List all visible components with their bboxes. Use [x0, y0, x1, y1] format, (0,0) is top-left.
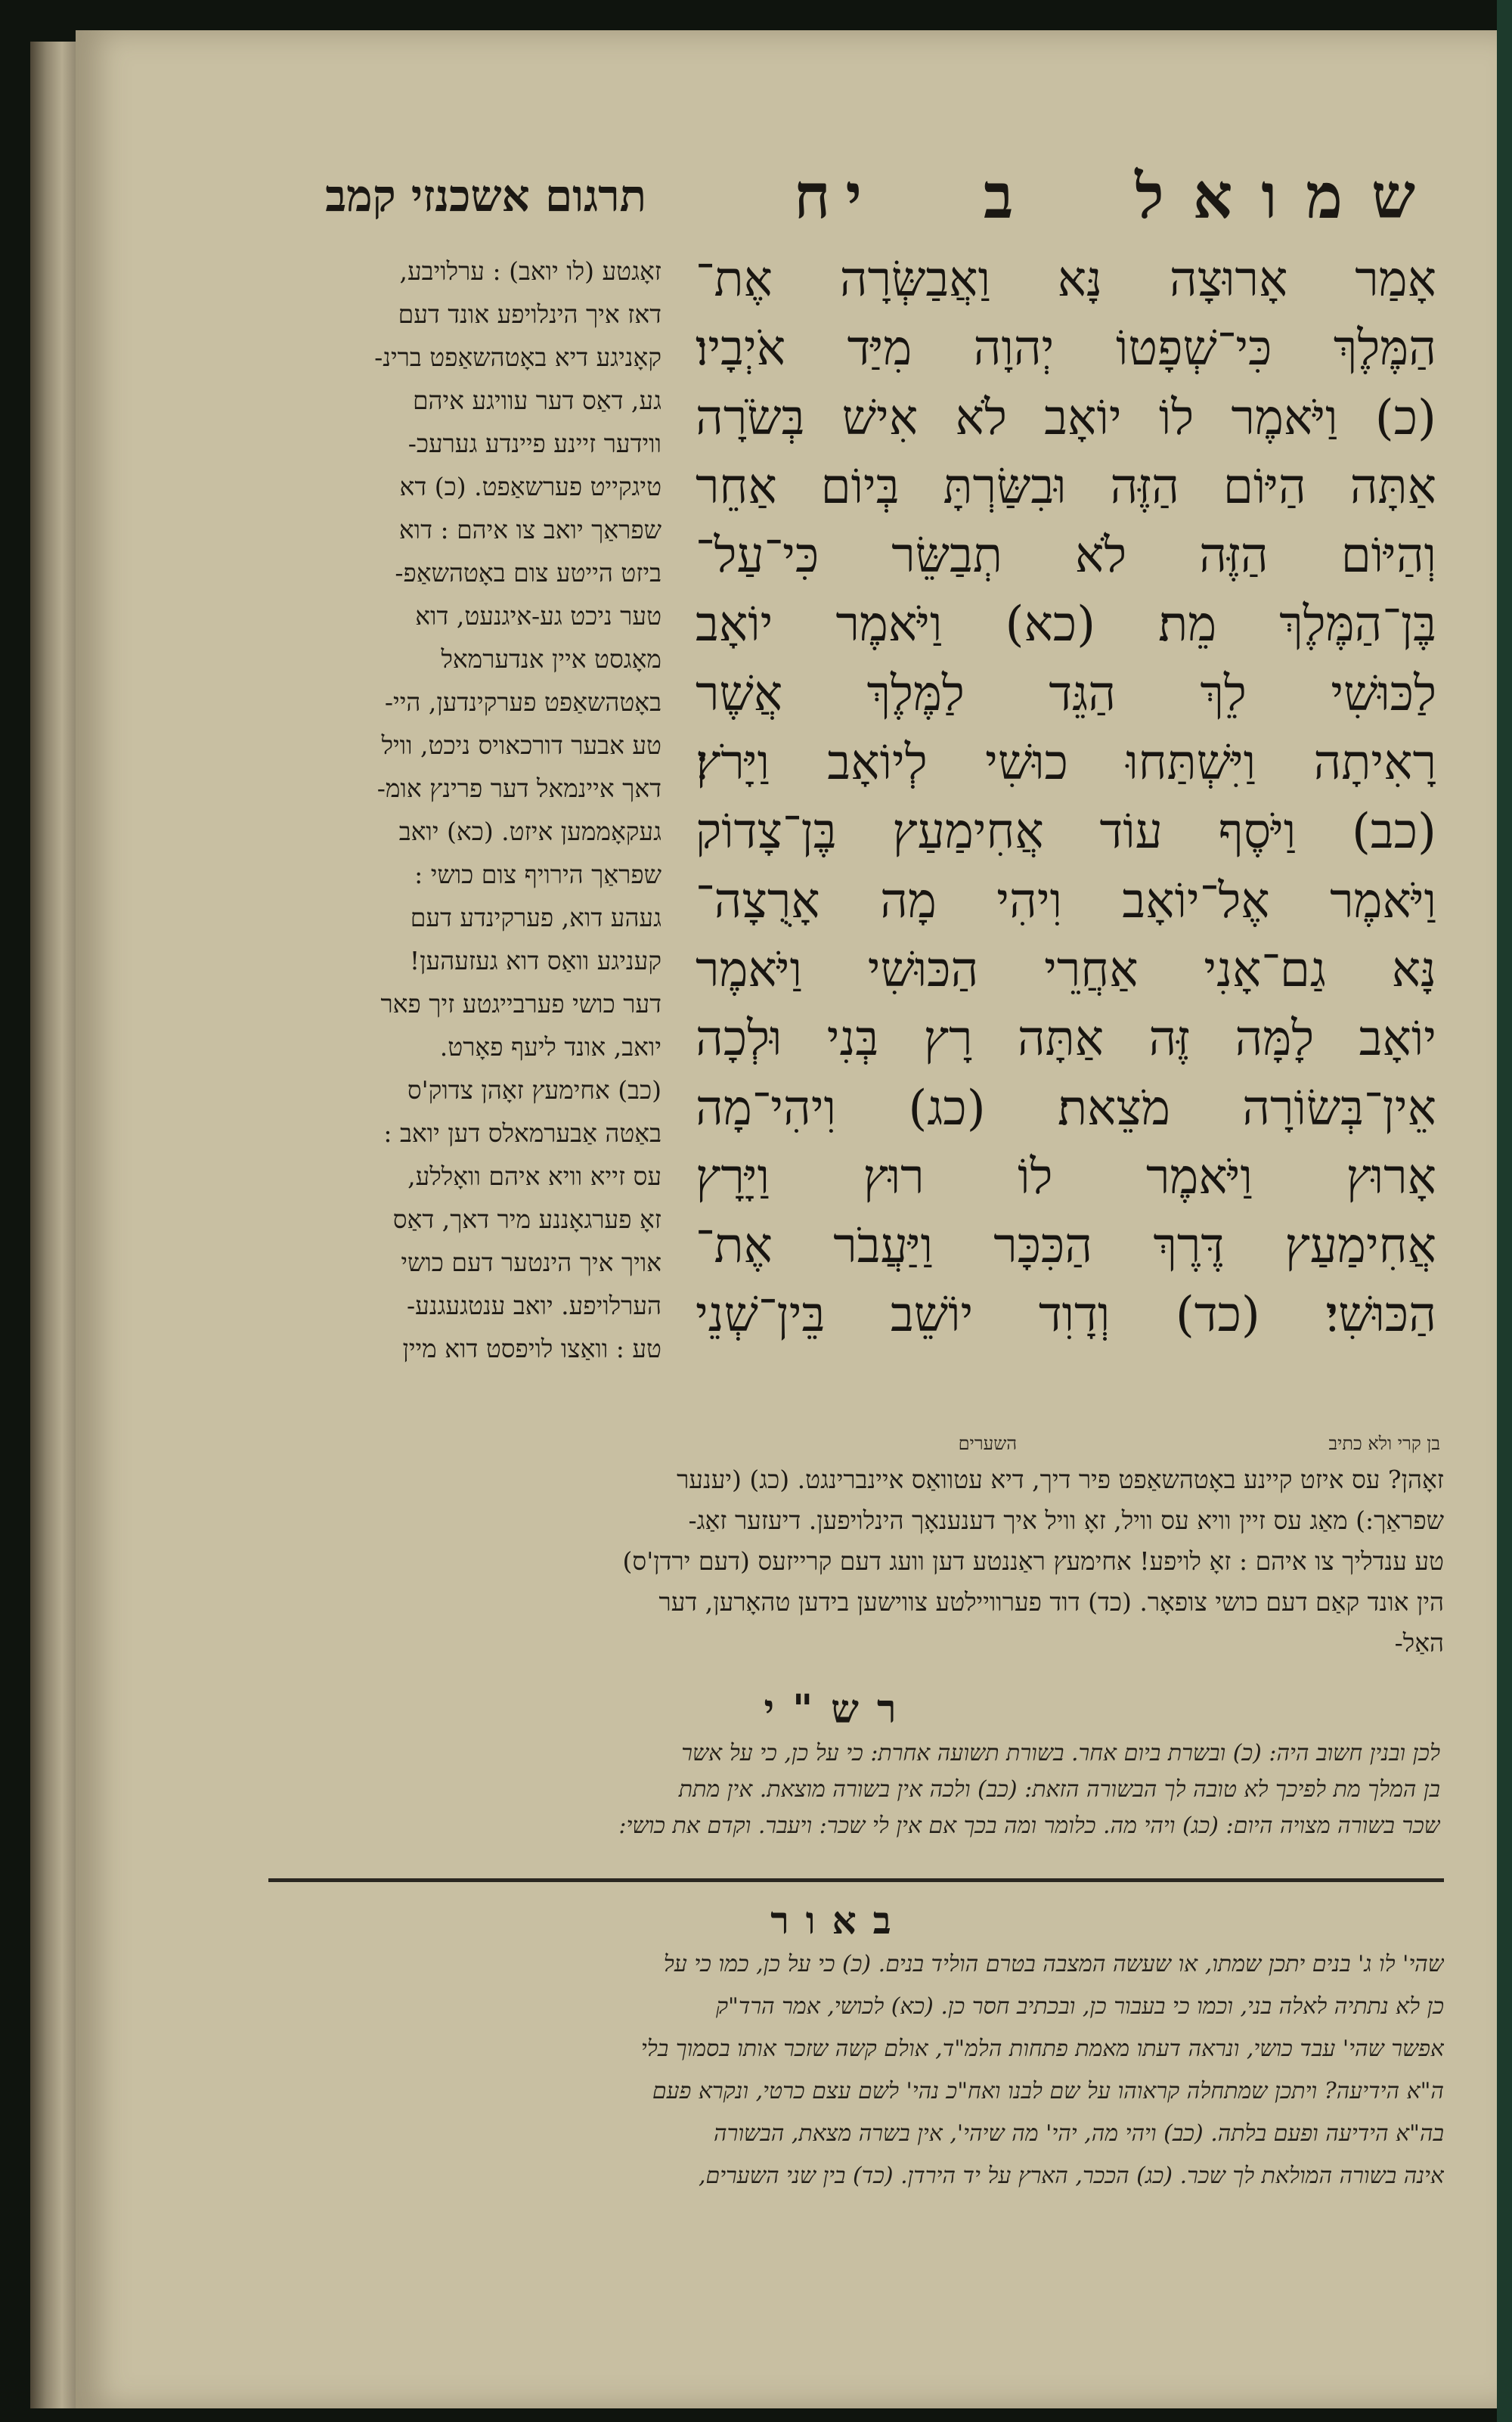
main-text-line: וְהַיּוֹם הַזֶּה לֹא תְבַשֵּׂר כִּי־עַל־: [696, 528, 1436, 585]
main-hebrew-text: [696, 246, 1436, 1351]
targum-line: שפראַך הירויף צום כושי :: [414, 860, 662, 889]
targum-continuation-line: הין אונד קאַם דעם כושי צופאָר. (כד) דוד פערוויילטע צווישען בידען טהאָרען, דער: [658, 1587, 1444, 1617]
targum-line: ווידער זיינע פיינדע גערעכ-: [407, 429, 662, 458]
main-text-line: אֵין־בְּשׂוֹרָה מֹצֵאת׃ (כג) וִיהִי־מָה: [696, 1080, 1436, 1137]
biur-line: אפשר שהי' עבד כושי, ונראה דעתו מאמת פתחות הלמ"ד, אולם קשה שזכר אותו בסמוך בלי: [640, 2036, 1444, 2062]
biur-commentary: [268, 1943, 1444, 2197]
targum-continuation: [253, 1459, 1444, 1664]
targum-line: דאז איך הינלויפע אונד דעם: [398, 299, 662, 329]
main-text-line: אֲחִימַעַץ דֶּרֶךְ הַכִּכָּר וַיַּעֲבֹר אֶת־: [696, 1218, 1436, 1275]
rashi-line: לכן ובנין חשוב היה: (כ) ובשרת ביום אחר. בשורת תשועה אחרת: כי על כן, כי על אשר: [681, 1740, 1440, 1766]
targum-continuation-line: זאָהן? עס איזט קיינע באָטהשאַפט פיר דיך, דיא עטוואַס איינברינגט. (כג) (יענער: [677, 1465, 1444, 1494]
targum-line: גע, דאַס דער עוויגע איהם: [412, 386, 662, 415]
targum-line: געהע דוא, פערקינדע דעם: [410, 903, 662, 932]
biur-line: שהי' לו ג' בנים יתכן שמתו, או שעשה המצבה בטרם הוליד בנים. (כ) כי על כן, כמו כי על: [663, 1951, 1444, 1977]
targum-line: קאָניגע דיא באָטהשאַפט ברינ-: [374, 343, 662, 372]
masoretic-notes: [253, 1433, 1440, 1463]
targum-line: טע : וואַצו לויפסט דוא מיין: [402, 1334, 662, 1363]
running-head: [794, 155, 1444, 238]
rashi-line: בן המלך מת לפיכך לא טובה לך הבשורה הזאת: (כב) ולכה אין בשורה מוצאת. אין מתת: [678, 1776, 1440, 1803]
targum-line: זאָ פערגאָננע מיר דאך, דאַס: [392, 1205, 662, 1234]
main-text-line: וַיֹּאמֶר אֶל־יוֹאָב וִיהִי מָה אָרֻצָה־: [696, 873, 1436, 929]
targum-continuation-line: שפראַך:) מאַג עס זיין וויא עס וויל, זאָ וויל איך דענענאָך הינלויפען. דיעזער זאַג-: [688, 1506, 1444, 1535]
targum-continuation-line: האַל-: [1394, 1628, 1444, 1658]
targum-line: דאך איינמאל דער פרינץ אומ-: [376, 774, 662, 803]
targum-line: (כב) אחימעץ זאָהן צדוק'ס: [407, 1075, 662, 1105]
main-text-line: אָמַר אָרוּצָה נָּא וַאֲבַשְּׂרָה אֶת־: [696, 252, 1436, 308]
targum-line: יואב, אונד ליעף פאָרט.: [439, 1032, 662, 1062]
targum-line: קעניגע וואַס דוא געזעהען!: [409, 946, 662, 975]
page-right-edge: [1497, 0, 1512, 2422]
targum-line: טע אבער דורכאויס ניכט, וויל: [381, 730, 662, 760]
targum-line: דער כושי פערבייגטע זיך פאר: [380, 989, 662, 1019]
main-text-line: אָרוּץ וַיֹּאמֶר לוֹ רוּץ וַיָּרָץ: [696, 1149, 1436, 1205]
book-spine: [30, 42, 76, 2408]
rashi-commentary: [268, 1735, 1440, 1844]
targum-continuation-line: טע ענדליך צו איהם : זאָ לויפע! אחימעץ ראַננטע דען וועג דעם קרייזעס (דעם ירדן'ס): [622, 1546, 1444, 1576]
main-text-line: יוֹאָב לָמָּה זֶּה אַתָּה רָץ בְּנִי וּלְכָה: [696, 1011, 1436, 1068]
main-text-line: (כ) וַיֹּאמֶר לוֹ יוֹאָב לֹא אִישׁ בְּשֹׂרָה: [696, 389, 1436, 446]
targum-line: מאָגסט איין אנדערמאל: [441, 644, 662, 674]
main-text-line: רָאִיתָה וַיִּשְׁתַּחוּ כוּשִׁי לְיוֹאָב וַיָּרֹץ׃: [696, 735, 1436, 792]
chapter-number: יח: [794, 160, 878, 233]
targum-line: שפראַך יואב צו איהם : דוא: [398, 515, 662, 544]
targum-line: טער ניכט גע-איגנעט, דוא: [415, 601, 662, 631]
kri-ktiv-note: בן קרי ולא כתיב: [1328, 1433, 1440, 1454]
targum-column: [249, 250, 662, 1370]
targum-line: אויך איך הינטער דעם כושי: [401, 1248, 662, 1277]
biur-line: אינה בשורה המולאת לך שכר. (כג) הככר, הארץ על יד הירדן. (כד) בין שני השערים,: [698, 2163, 1444, 2189]
main-text-line: נָּא גַם־אָנִי אַחֲרֵי הַכּוּשִׁי וַיֹּאמֶר: [696, 941, 1436, 998]
biur-line: ה"א הידיעה? ויתכן שמתחלה קראוהו על שם לבנו ואח"כ נהי' לשם עצם כרטי, ונקרא פעם: [652, 2078, 1444, 2104]
targum-line: באַטה אַבערמאלס דען יואב :: [383, 1118, 662, 1148]
main-text-line: בֶּן־הַמֶּלֶךְ מֵת׃ (כא) וַיֹּאמֶר יוֹאָב: [696, 597, 1436, 653]
rashi-line: שכר בשורה מצויה היום: (כג) ויהי מה. כלומר ומה בכך אם אין לי שכר: ויעבר. וקדם את כושי:: [618, 1813, 1440, 1839]
targum-line: טיגקייט פערשאַפט. (כ) דא: [399, 472, 662, 501]
targum-line: ביזט הייטע צום באָטהשאַפ-: [395, 558, 662, 588]
main-text-line: אַתָּה הַיּוֹם הַזֶּה וּבִשַּׂרְתָּ בְּיוֹם אַחֵר: [696, 458, 1436, 515]
biur-heading: באור: [770, 1898, 908, 1943]
biur-line: כן לא נתתיה לאלה בני, וכמו כי בעבור כן, ובכתיב חסר כן. (כא) לכושי, אמר הרד"ק: [715, 1993, 1444, 2020]
biur-line: בה"א הידיעה ופעם בלתה. (כב) ויהי מה, יהי' מה שיהי', אין בשרה מצאת, הבשורה: [714, 2120, 1444, 2147]
book-part: ב: [983, 160, 1029, 233]
book-name: שמואל: [1135, 160, 1444, 233]
targum-line: זאָגטע (לו יואב) : ערלויבע,: [399, 256, 662, 286]
targum-line: געקאָממען איזט. (כא) יואב: [398, 817, 662, 846]
main-text-line: הַכּוּשִׁי׃ (כד) וְדָוִד יוֹשֵׁב בֵּין־שְׁנֵי: [696, 1287, 1436, 1344]
section-divider: [268, 1878, 1444, 1882]
targum-title: תרגום אשכנזי קמב: [325, 170, 646, 222]
targum-line: הערלויפע. יואב ענטגעגנע-: [407, 1291, 662, 1320]
targum-line: עס זייא וויא איהם וואָללע,: [407, 1161, 662, 1191]
main-text-line: (כב) וַיֹּסֶף עוֹד אֲחִימַעַץ בֶּן־צָדוֹק: [696, 804, 1436, 861]
rashi-heading: רש"י: [764, 1686, 915, 1732]
main-text-line: לַכּוּשִׁי לֵךְ הַגֵּד לַמֶּלֶךְ אֲשֶׁר: [696, 665, 1436, 722]
margin-word-note: השערים: [958, 1433, 1017, 1454]
main-text-line: הַמֶּלֶךְ כִּי־שְׁפָטוֹ יְהוָה מִיַּד אֹיְבָיו׃: [696, 321, 1436, 377]
targum-line: באָטהשאַפט פערקינדען, היי-: [384, 687, 662, 717]
